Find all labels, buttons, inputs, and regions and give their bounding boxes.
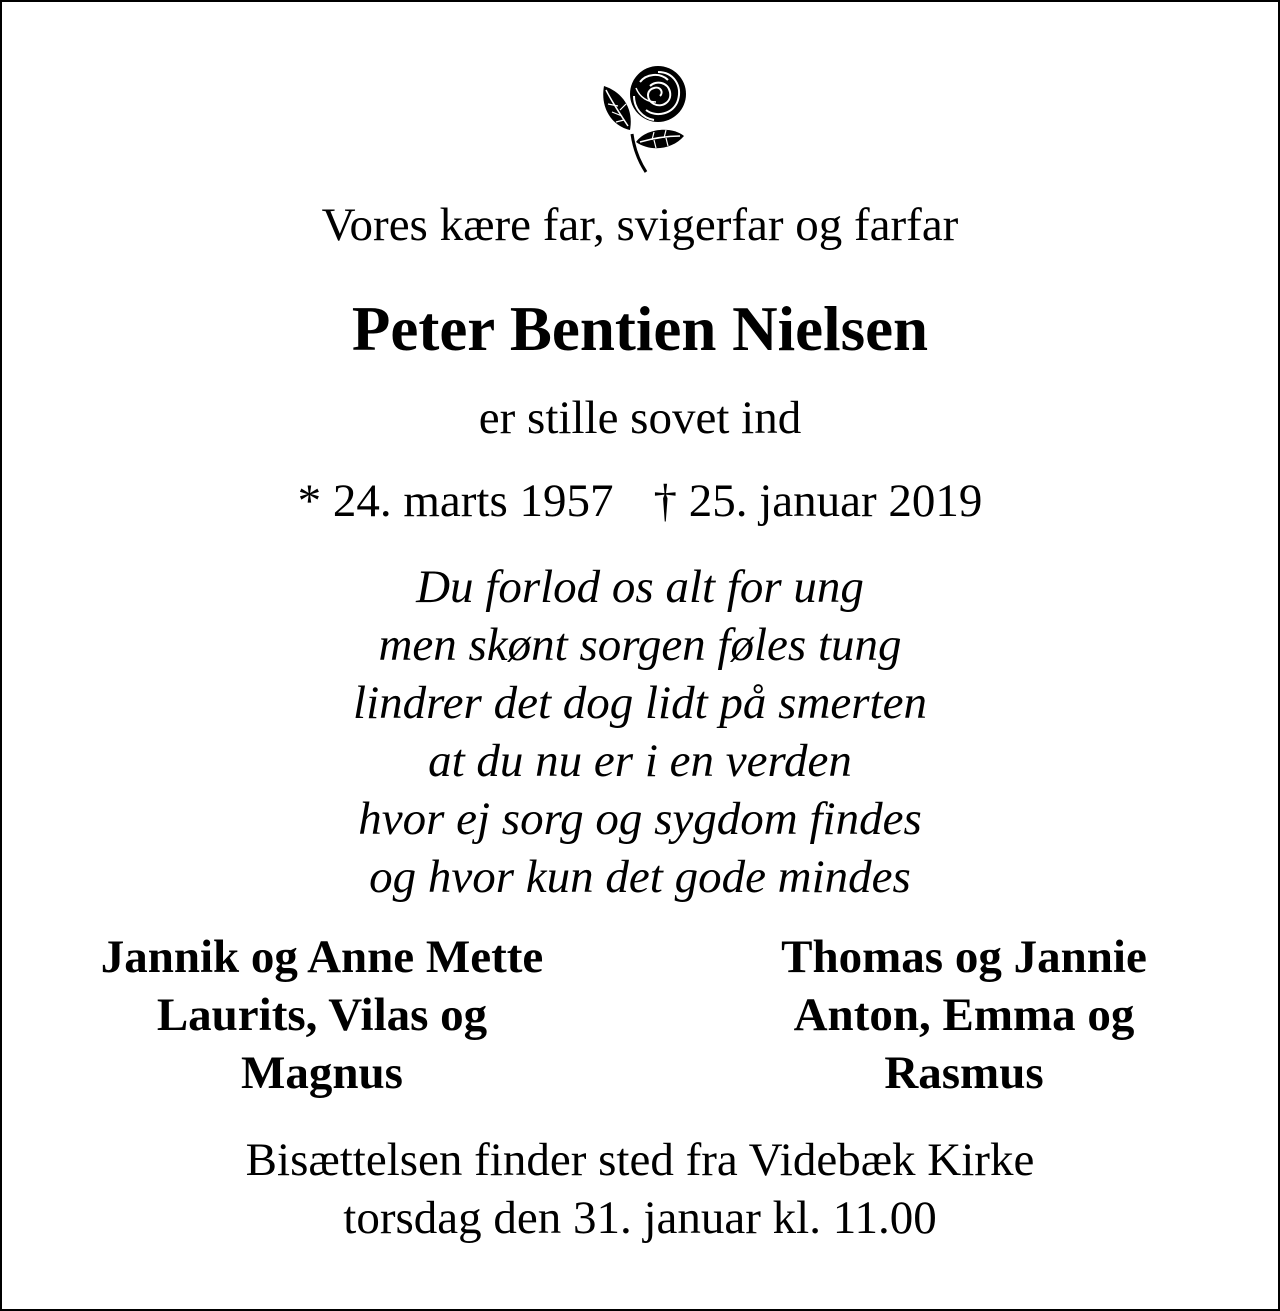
service-info: [2, 1131, 1278, 1247]
rose-icon: [594, 60, 694, 174]
poem-line: at du nu er i en verden: [428, 735, 852, 787]
subtitle-line: er stille sovet ind: [478, 392, 802, 444]
family-group-right: [664, 928, 1264, 1102]
family-line: Laurits, Vilas og: [156, 989, 488, 1041]
family-line: Thomas og Jannie: [781, 931, 1147, 983]
family-line: Anton, Emma og: [793, 989, 1135, 1041]
poem-line: Du forlod os alt for ung: [416, 561, 864, 613]
life-dates: [2, 471, 1278, 531]
family-line: Magnus: [241, 1047, 403, 1099]
poem-line: og hvor kun det gode mindes: [369, 851, 911, 903]
poem-line: hvor ej sorg og sygdom findes: [358, 793, 922, 845]
deceased-name: Peter Bentien Nielsen: [351, 294, 929, 364]
memorial-poem: [2, 558, 1278, 906]
service-line: Bisættelsen finder sted fra Videbæk Kirke: [245, 1134, 1035, 1186]
birth-date: * 24. marts 1957: [297, 475, 614, 527]
family-group-left: [22, 928, 622, 1102]
poem-line: lindrer det dog lidt på smerten: [353, 677, 927, 729]
poem-line: men skønt sorgen føles tung: [378, 619, 902, 671]
death-date: † 25. januar 2019: [653, 475, 983, 527]
service-line: torsdag den 31. januar kl. 11.00: [343, 1192, 937, 1244]
family-line: Rasmus: [884, 1047, 1044, 1099]
intro-line: Vores kære far, svigerfar og farfar: [321, 199, 959, 251]
family-line: Jannik og Anne Mette: [100, 931, 544, 983]
